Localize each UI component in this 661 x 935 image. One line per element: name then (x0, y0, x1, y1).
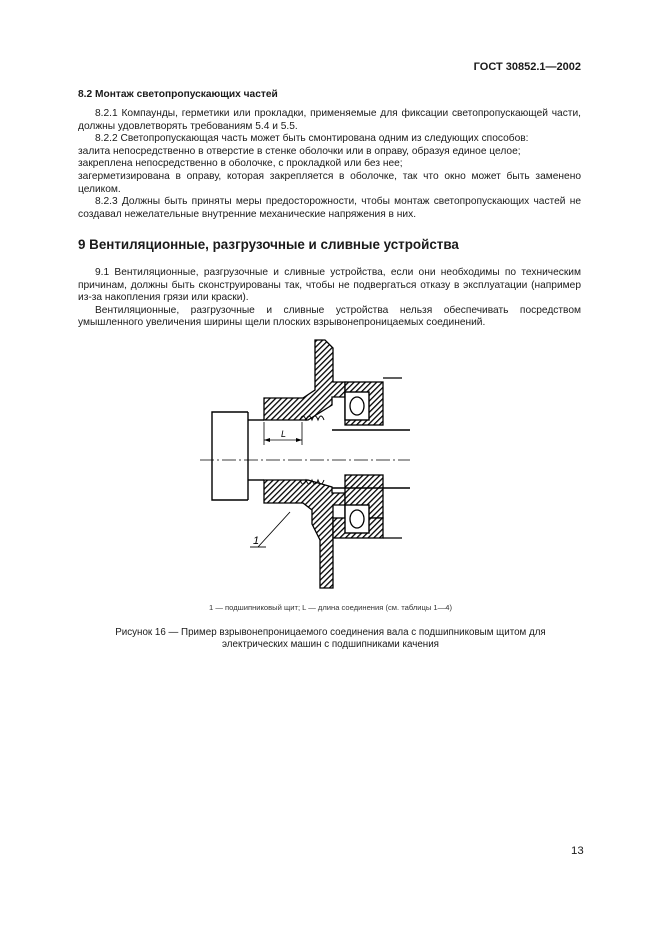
section-8-2-heading: 8.2 Монтаж светопропускающих частей (78, 89, 278, 100)
joint-grooves (300, 416, 324, 484)
list-item-method-1: залита непосредственно в отверстие в стенке оболочки или в оправу, образуя единое целое; (78, 145, 521, 157)
section-9-body (78, 267, 581, 330)
ball-bearing-top (345, 392, 369, 420)
paragraph-8-2-3: 8.2.3 Должны быть приняты меры предосторожности, чтобы монтаж светопропускающих частей не создавал нежелательные внутренние механические напряжения в них. (78, 196, 581, 220)
paragraph-9-1-note: Вентиляционные, разгрузочные и сливные устройства нельзя обеспечивать посредством умышленного увеличения ширины щели плоских взрывонепроницаемых соединений. (78, 304, 581, 329)
figure-16-drawing (195, 332, 410, 590)
ball-bearing-bottom (345, 505, 369, 533)
paragraph-8-2-2: 8.2.2 Светопропускающая часть может быть смонтирована одним из следующих способов: (95, 133, 529, 145)
leader-line-1 (258, 512, 290, 547)
label-L: L (281, 429, 287, 439)
list-item-method-2: закреплена непосредственно в оболочке, с прокладкой или без нее; (78, 158, 403, 170)
list-item-method-3: загерметизирована в оправу, которая закрепляется в оболочке, так что окно может быть заменено целиком. (78, 170, 581, 195)
section-9-heading: 9 Вентиляционные, разгрузочные и сливные устройства (78, 237, 459, 252)
document-id: ГОСТ 30852.1—2002 (473, 61, 581, 73)
paragraph-9-1: 9.1 Вентиляционные, разгрузочные и сливные устройства, если они необходимы по техническим причинам, должны быть сконструированы так, чтобы не подвергаться отказу в эксплуатации (например из-за накопления грязи или краски). (78, 267, 581, 304)
figure-legend: 1 — подшипниковый щит; L — длина соединения (см. таблицы 1—4) (208, 603, 453, 612)
page-number: 13 (571, 845, 584, 857)
section-8-2-body (78, 108, 581, 221)
label-1: 1 (253, 535, 260, 547)
bearing-shield-part-1 (264, 340, 345, 588)
figure-caption: Рисунок 16 — Пример взрывонепроницаемого соединения вала с подшипниковым щитом для электрических машин с подшипниками качения (115, 627, 546, 651)
paragraph-8-2-1: 8.2.1 Компаунды, герметики или прокладки, применяемые для фиксации светопропускающей части, должны удовлетворять требованиям 5.4 и 5.5. (78, 108, 581, 132)
